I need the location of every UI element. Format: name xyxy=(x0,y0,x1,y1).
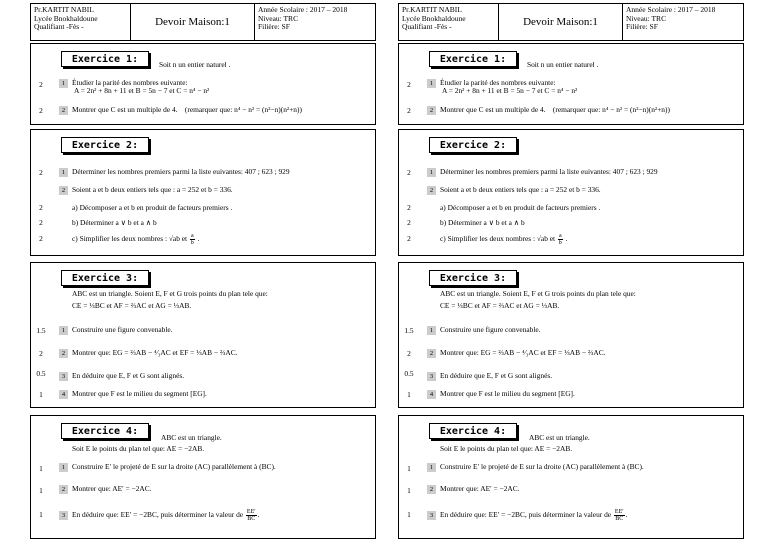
numerator: EE′ xyxy=(246,509,256,515)
question-text: En déduire que: EE′ = −2BC, puis déterminer la valeur de xyxy=(440,510,612,520)
question-text: Montrer que C est un multiple de 4. xyxy=(440,105,546,115)
class-filiere: Filière: SF xyxy=(626,22,658,32)
exercise-1-intro: Soit n un entier naturel . xyxy=(527,60,599,69)
points: 2 xyxy=(39,106,43,115)
exercise-3-question-4 xyxy=(39,389,207,399)
question-number: 2 xyxy=(59,106,68,115)
question-number: 2 xyxy=(427,349,436,358)
exercise-4-title: Exercice 4: xyxy=(429,423,517,439)
exercise-3-definitions: CE = ⅓BC et AF = ⅔AC et AG = ⅓AB. xyxy=(72,301,192,310)
exercise-1 xyxy=(30,43,376,125)
exercise-3 xyxy=(30,262,376,408)
question-text: Montrer que: EG = ⅔AB − ⁴⁄₃AC et EF = ⅓AB − ⅔AC. xyxy=(440,348,606,358)
exercise-4-definition: Soit E le points du plan tel que: AE = −2AB. xyxy=(72,444,205,453)
points: 1 xyxy=(39,464,43,473)
question-text: Construire une figure convenable. xyxy=(440,325,541,335)
question-text: b) Déterminer a ∨ b et a ∧ b xyxy=(72,218,157,227)
points: 2 xyxy=(407,106,411,115)
question-text: En déduire que E, F et G sont alignés. xyxy=(72,371,185,381)
question-text: a) Décomposer a et b en produit de facteurs premiers . xyxy=(440,203,601,212)
exercise-3-question-2 xyxy=(407,348,606,358)
exercise-4 xyxy=(30,415,376,539)
exercise-1-hint: (remarquer que: n⁴ − n² = (n²−n)(n²+n)) xyxy=(184,105,302,115)
header-school-info xyxy=(31,4,131,40)
exercise-4-intro: ABC est un triangle. xyxy=(161,433,222,442)
points: 2 xyxy=(407,349,411,358)
fraction-a-over-b xyxy=(190,233,195,246)
points: 2 xyxy=(407,168,411,177)
question-text: Construire E′ le projeté de E sur la droite (AC) parallèlement à (BC). xyxy=(72,462,276,472)
exercise-2-question-c: 2 c) Simplifier les deux nombres : √ab et $\frac{a}{b}$ . xyxy=(72,233,199,246)
question-number: 3 xyxy=(427,511,436,520)
numerator: a xyxy=(190,233,194,239)
question-text: Montrer que: AE′ = −2AC. xyxy=(72,484,152,494)
school-year: Année Scolaire : 2017 – 2018 xyxy=(626,5,716,14)
exercise-3-question-1 xyxy=(404,325,541,335)
question-text: c) Simplifier les deux nombres : √ab et xyxy=(72,234,188,244)
exercise-1-question-2 xyxy=(39,105,302,115)
question-number: 1 xyxy=(427,326,436,335)
class-filiere: Filière: SF xyxy=(258,22,290,32)
document-title: Devoir Maison:1 xyxy=(131,4,255,40)
exercise-3-question-3 xyxy=(36,369,185,381)
question-text: Montrer que C est un multiple de 4. xyxy=(72,105,178,115)
school-region: Qualifiant -Fès - xyxy=(34,22,84,32)
question-text: En déduire que: EE′ = −2BC, puis déterminer la valeur de xyxy=(72,510,244,520)
question-text: En déduire que E, F et G sont alignés. xyxy=(440,371,553,381)
denominator: b xyxy=(558,240,562,246)
exercise-3-question-2 xyxy=(39,348,238,358)
document-header xyxy=(398,3,744,41)
numerator: EE′ xyxy=(614,509,624,515)
points: 2 xyxy=(407,80,411,89)
points: 2 xyxy=(39,234,43,243)
exercise-3-question-1 xyxy=(36,325,173,335)
question-number: 3 xyxy=(59,511,68,520)
question-number: 1 xyxy=(59,168,68,177)
school-region: Qualifiant -Fès - xyxy=(402,22,452,32)
question-number: 2 xyxy=(427,485,436,494)
exercise-2-question-a xyxy=(39,203,233,213)
points: 2 xyxy=(39,218,43,227)
question-number: 4 xyxy=(427,390,436,399)
exercise-4-question-3: 1 3 En déduire que: EE′ = −2BC, puis déterminer la valeur de $\frac{EE'}{BC}$ . xyxy=(427,509,627,522)
points: 1 xyxy=(407,464,411,473)
question-number: 3 xyxy=(427,372,436,381)
points: 0.5 xyxy=(36,369,46,378)
points: 2 xyxy=(39,203,43,212)
exercise-1-hint: (remarquer que: n⁴ − n² = (n²−n)(n²+n)) xyxy=(552,105,670,115)
exercise-3-intro: ABC est un triangle. Soient E, F et G trois points du plan tele que: xyxy=(72,289,268,298)
class-level: Niveau: TRC xyxy=(258,13,299,23)
question-number: 2 xyxy=(59,349,68,358)
school-name: Lycée Bnokhaldoune xyxy=(402,13,466,23)
exercise-1-title: Exercice 1: xyxy=(429,51,517,67)
question-number: 1 xyxy=(59,79,68,88)
points: 1.5 xyxy=(404,326,414,335)
question-text: Montrer que F est le milieu du segment [EG]. xyxy=(72,389,207,399)
right-copy xyxy=(388,0,748,543)
points: 2 xyxy=(407,218,411,227)
fraction-a-over-b xyxy=(558,233,563,246)
question-text: Montrer que: EG = ⅔AB − ⁴⁄₃AC et EF = ⅓AB − ⅔AC. xyxy=(72,348,238,358)
question-number: 1 xyxy=(59,326,68,335)
exercise-3 xyxy=(398,262,744,408)
header-school-info xyxy=(399,4,499,40)
exercise-2-question-2 xyxy=(59,186,233,195)
question-text: Étudier la parité des nombres euivante: xyxy=(72,78,188,88)
points: 2 xyxy=(39,168,43,177)
points: 1 xyxy=(39,486,43,495)
question-number: 1 xyxy=(59,463,68,472)
exercise-2-question-1 xyxy=(39,167,290,177)
exercise-2 xyxy=(398,129,744,256)
numerator: a xyxy=(558,233,562,239)
fraction-ee-over-bc xyxy=(246,509,257,522)
exercise-2 xyxy=(30,129,376,256)
exercise-2-title: Exercice 2: xyxy=(61,137,149,153)
question-text: Soient a et b deux entiers tels que : a = 252 et b = 336. xyxy=(72,185,233,195)
question-text: Étudier la parité des nombres euivante: xyxy=(440,78,556,88)
exercise-4-question-1 xyxy=(407,462,644,473)
exercise-3-question-4 xyxy=(407,389,575,399)
exercise-3-title: Exercice 3: xyxy=(61,270,149,286)
question-text: c) Simplifier les deux nombres : √ab et xyxy=(440,234,556,244)
denominator: BC xyxy=(615,516,624,522)
exercise-4-question-2 xyxy=(407,484,520,495)
points: 1 xyxy=(407,510,411,519)
question-text: Montrer que: AE′ = −2AC. xyxy=(440,484,520,494)
question-number: 2 xyxy=(59,485,68,494)
exercise-3-intro: ABC est un triangle. Soient E, F et G trois points du plan tele que: xyxy=(440,289,636,298)
question-number: 3 xyxy=(59,372,68,381)
document-title: Devoir Maison:1 xyxy=(499,4,623,40)
header-class-info xyxy=(255,4,375,40)
exercise-4-question-2 xyxy=(39,484,152,495)
question-text: Soient a et b deux entiers tels que : a = 252 et b = 336. xyxy=(440,185,601,195)
exercise-1-expressions: A = 2n² + 8n + 11 et B = 5n − 7 et C = n⁴ − n² xyxy=(74,86,210,95)
question-text: Construire une figure convenable. xyxy=(72,325,173,335)
teacher-name: Pr.KARTIT NABIL xyxy=(402,5,462,14)
points: 2 xyxy=(39,80,43,89)
exercise-2-question-c: 2 c) Simplifier les deux nombres : √ab et $\frac{a}{b}$ . xyxy=(440,233,567,246)
exercise-1 xyxy=(398,43,744,125)
left-copy xyxy=(20,0,380,543)
points: 1 xyxy=(39,390,43,399)
exercise-4-definition: Soit E le points du plan tel que: AE = −2AB. xyxy=(440,444,573,453)
points: 2 xyxy=(39,349,43,358)
question-number: 1 xyxy=(427,79,436,88)
question-text: b) Déterminer a ∨ b et a ∧ b xyxy=(440,218,525,227)
question-number: 2 xyxy=(59,186,68,195)
question-text: Montrer que F est le milieu du segment [EG]. xyxy=(440,389,575,399)
class-level: Niveau: TRC xyxy=(626,13,667,23)
exercise-1-title: Exercice 1: xyxy=(61,51,149,67)
exercise-2-title: Exercice 2: xyxy=(429,137,517,153)
school-year: Année Scolaire : 2017 – 2018 xyxy=(258,5,348,14)
question-number: 2 xyxy=(427,106,436,115)
points: 1 xyxy=(407,390,411,399)
exercise-3-definitions: CE = ⅓BC et AF = ⅔AC et AG = ⅓AB. xyxy=(440,301,560,310)
exercise-4 xyxy=(398,415,744,539)
exercise-3-question-3 xyxy=(404,369,553,381)
points: 1.5 xyxy=(36,326,46,335)
question-text: Déterminer les nombres premiers parmi la liste euivantes: 407 ; 623 ; 929 xyxy=(72,167,290,177)
exercise-4-intro: ABC est un triangle. xyxy=(529,433,590,442)
points: 2 xyxy=(407,203,411,212)
question-number: 4 xyxy=(59,390,68,399)
header-class-info xyxy=(623,4,743,40)
exercise-1-expressions: A = 2n² + 8n + 11 et B = 5n − 7 et C = n⁴ − n² xyxy=(442,86,578,95)
points: 1 xyxy=(39,510,43,519)
exercise-1-question-2 xyxy=(407,105,670,115)
question-text: a) Décomposer a et b en produit de facteurs premiers . xyxy=(72,203,233,212)
exercise-2-question-b xyxy=(407,218,525,228)
denominator: b xyxy=(190,240,194,246)
question-text: Déterminer les nombres premiers parmi la liste euivantes: 407 ; 623 ; 929 xyxy=(440,167,658,177)
question-text: Construire E′ le projeté de E sur la droite (AC) parallèlement à (BC). xyxy=(440,462,644,472)
exercise-4-question-1 xyxy=(39,462,276,473)
question-number: 1 xyxy=(427,463,436,472)
points: 0.5 xyxy=(404,369,414,378)
fraction-ee-over-bc xyxy=(614,509,625,522)
exercise-2-question-b xyxy=(39,218,157,228)
school-name: Lycée Bnokhaldoune xyxy=(34,13,98,23)
exercise-2-question-1 xyxy=(407,167,658,177)
points: 2 xyxy=(407,234,411,243)
denominator: BC xyxy=(247,516,256,522)
exercise-2-question-2 xyxy=(427,186,601,195)
points: 1 xyxy=(407,486,411,495)
question-number: 2 xyxy=(427,186,436,195)
exercise-2-question-a xyxy=(407,203,601,213)
exercise-3-title: Exercice 3: xyxy=(429,270,517,286)
exercise-4-question-3: 1 3 En déduire que: EE′ = −2BC, puis déterminer la valeur de $\frac{EE'}{BC}$ . xyxy=(59,509,259,522)
exercise-4-title: Exercice 4: xyxy=(61,423,149,439)
teacher-name: Pr.KARTIT NABIL xyxy=(34,5,94,14)
exercise-1-intro: Soit n un entier naturel . xyxy=(159,60,231,69)
question-number: 1 xyxy=(427,168,436,177)
document-header xyxy=(30,3,376,41)
